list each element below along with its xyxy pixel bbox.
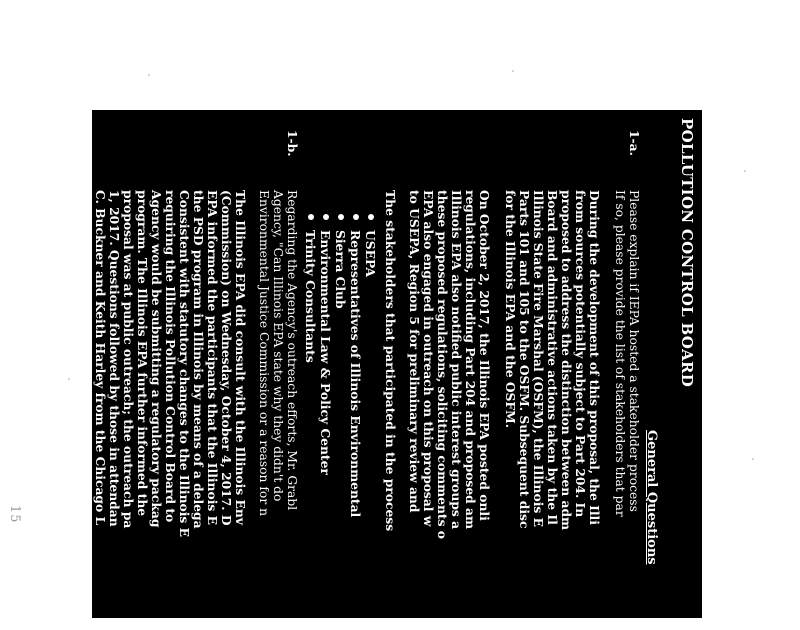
answer-line: 1, 2017. Questions followed by those in attendan <box>107 190 122 527</box>
answer-line: to USEPA, Region 5 for preliminary review and <box>407 190 422 513</box>
answer-line: proposal was at public outreach; the outreach pa <box>121 190 136 529</box>
answer-line: Agency would be submitting a regulatory packag <box>149 190 164 528</box>
inverted-scan-region <box>79 110 702 618</box>
answer-line: program. The Illinois EPA further informed the <box>135 190 150 517</box>
answer-line: (Commission) on Wednesday, October 4, 2017. D <box>219 190 234 526</box>
bullet-icon <box>308 214 314 220</box>
answer-line: EPA also engaged in outreach on this proposal w <box>421 190 436 527</box>
scan-speck <box>512 70 514 72</box>
answer-line: Parts 101 and 105 to the OSFM. Subsequent disc <box>517 190 532 529</box>
question-line: Regarding the Agency's outreach efforts, Mr. Grabl <box>285 190 299 511</box>
stakeholder-item: Representatives of Illinois Environmental <box>348 230 363 518</box>
question-line: If so, please provide the list of stakeholders that par <box>613 190 627 517</box>
answer-line: from sources potentially subject to Part 204. In <box>573 190 588 518</box>
bullet-icon <box>323 214 329 220</box>
stakeholder-item: Sierra Club <box>333 230 348 309</box>
answer-line: for the Illinois EPA and the OSFM. <box>503 190 518 429</box>
answer-line: On October 2, 2017, the Illinois EPA posted onli <box>477 190 492 521</box>
answer-line: The Illinois EPA did consult with the Illinois Env <box>233 190 248 525</box>
document-heading: POLLUTION CONTROL BOARD <box>678 118 696 388</box>
stakeholder-item: Trinity Consultants <box>303 230 318 363</box>
question-line: Please explain if IEPA hosted a stakeholder process <box>627 190 641 512</box>
answer-line: proposed to address the distinction between adm <box>559 190 574 531</box>
scan-speck <box>752 458 754 460</box>
rotated-text-block <box>79 110 702 630</box>
answer-line: Illinois State Fire Marshal (OSFM), the Illinois E <box>531 190 546 527</box>
answer-line: the PSD program in Illinois by means of a delega <box>191 190 206 529</box>
stakeholder-item: USEPA <box>363 230 378 277</box>
answer-line: these proposed regulations, soliciting comments o <box>435 190 450 539</box>
question-number: 1-a. <box>627 130 642 156</box>
answer-line: Consistent with statutory changes to the Illinois E <box>177 190 192 537</box>
scan-speck <box>68 378 70 380</box>
section-subheading: General Questions <box>644 430 659 565</box>
question-number: 1-b. <box>285 130 300 157</box>
answer-line: that represents CARE, regarding the related cha <box>79 190 94 525</box>
question-line: Agency, "Can Illinois EPA state why they didn't do <box>271 190 285 502</box>
answer-line: requiring the Illinois Pollution Control Board to <box>163 190 178 523</box>
answer-line: During the development of this proposal, the Illi <box>587 190 602 525</box>
bullet-icon <box>368 214 374 220</box>
scan-speck <box>744 170 746 172</box>
answer-line: The stakeholders that participated in the process <box>383 190 398 532</box>
scan-speck <box>148 74 150 76</box>
bullet-icon <box>353 214 359 220</box>
bullet-icon <box>338 214 344 220</box>
answer-line: Board and administrative actions taken by the Il <box>545 190 560 525</box>
answer-line: EPA informed the participants that the Illinois E <box>205 190 220 525</box>
question-line: Environmental Justice Commission or a reason for n <box>257 190 271 517</box>
stakeholder-item: Environmental Law & Policy Center <box>318 230 333 475</box>
answer-line: C. Buckner and Keith Harley from the Chicago L <box>93 190 108 526</box>
answer-line: regulations, including Part 204 and proposed am <box>463 190 478 530</box>
answer-line: Illinois EPA also notified public interest groups a <box>449 190 464 530</box>
page-number: 15 <box>7 505 22 524</box>
